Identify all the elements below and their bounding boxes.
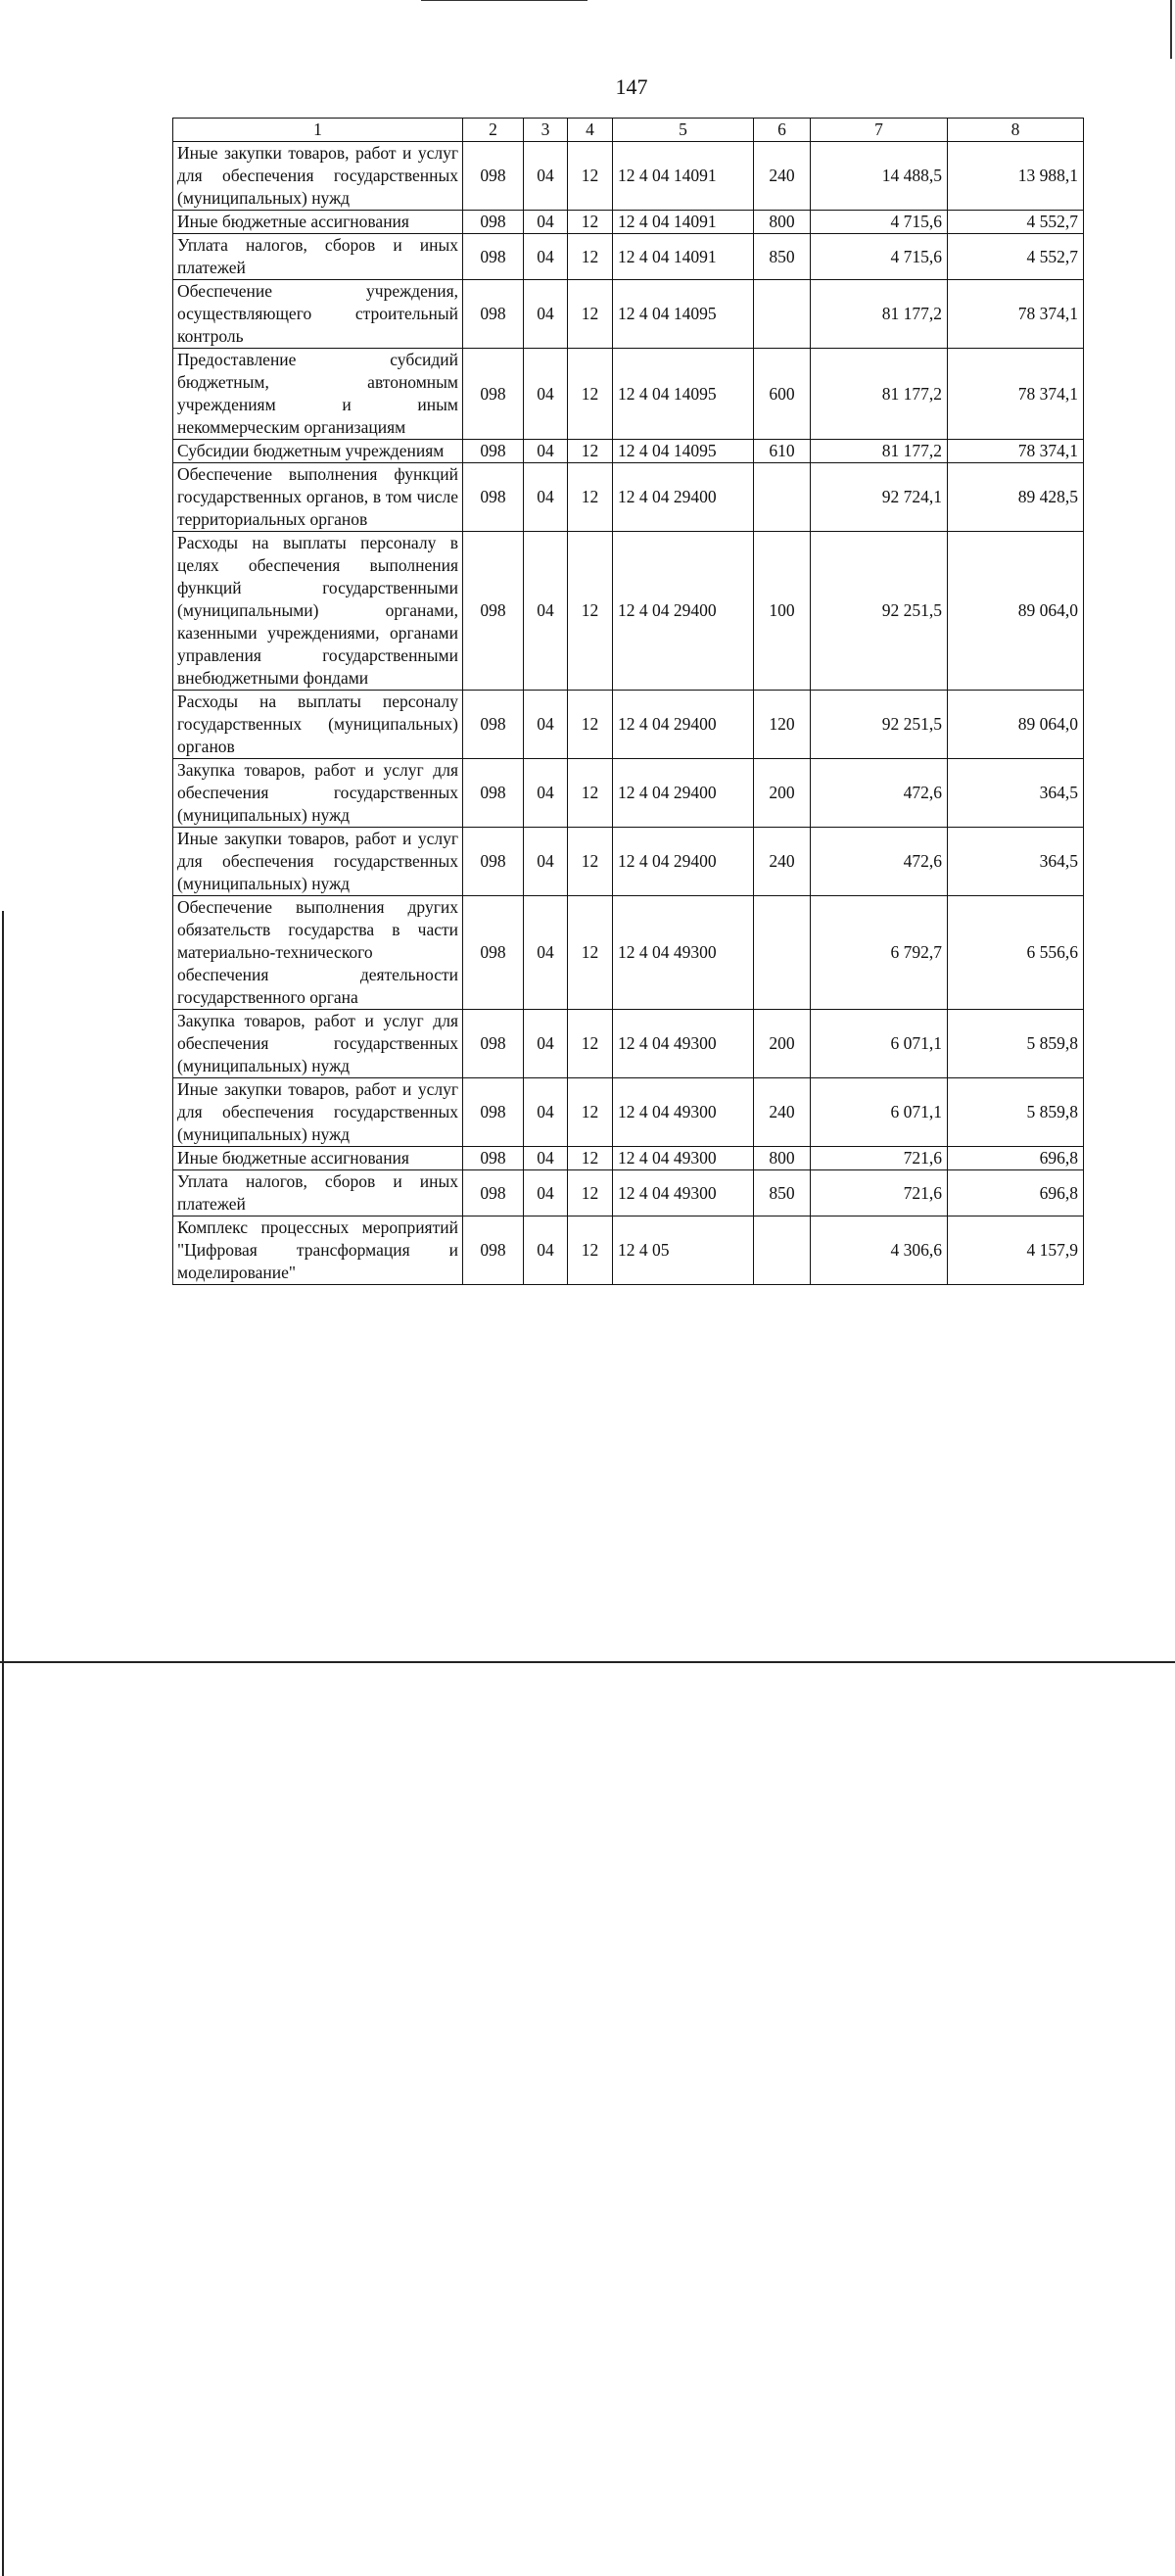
subsection-code: 12 (568, 234, 613, 280)
expense-type-code: 200 (754, 759, 811, 828)
ministry-code: 098 (463, 211, 524, 234)
subsection-code: 12 (568, 828, 613, 896)
column-header: 6 (754, 119, 811, 142)
amount-col7: 14 488,5 (811, 142, 948, 211)
table-row (173, 349, 1084, 440)
amount-col8: 6 556,6 (948, 896, 1084, 1010)
scan-bottom-border (0, 1661, 1175, 1663)
amount-col8: 78 374,1 (948, 280, 1084, 349)
budget-table (172, 118, 1084, 1285)
amount-col7: 472,6 (811, 759, 948, 828)
amount-col8: 4 552,7 (948, 211, 1084, 234)
target-article-code: 12 4 04 29400 (613, 828, 754, 896)
amount-col7: 92 251,5 (811, 691, 948, 759)
amount-col8: 89 064,0 (948, 532, 1084, 691)
subsection-code: 12 (568, 211, 613, 234)
target-article-code: 12 4 04 14091 (613, 142, 754, 211)
amount-col7: 81 177,2 (811, 349, 948, 440)
item-name: Обеспечение учреждения, осуществляющего строительный контроль (173, 280, 463, 349)
ministry-code: 098 (463, 1010, 524, 1078)
table-row (173, 211, 1084, 234)
section-code: 04 (524, 142, 568, 211)
page-number: 147 (615, 74, 648, 99)
subsection-code: 12 (568, 691, 613, 759)
subsection-code: 12 (568, 896, 613, 1010)
ministry-code: 098 (463, 691, 524, 759)
item-name: Иные бюджетные ассигнования (173, 211, 463, 234)
amount-col7: 6 071,1 (811, 1078, 948, 1147)
expense-type-code (754, 280, 811, 349)
expense-type-code: 120 (754, 691, 811, 759)
amount-col8: 696,8 (948, 1170, 1084, 1216)
amount-col7: 4 306,6 (811, 1216, 948, 1285)
item-name: Иные закупки товаров, работ и услуг для обеспечения государственных (муниципальных) нужд (173, 142, 463, 211)
table-row (173, 1010, 1084, 1078)
amount-col8: 78 374,1 (948, 440, 1084, 463)
target-article-code: 12 4 04 49300 (613, 896, 754, 1010)
expense-type-code: 240 (754, 142, 811, 211)
table-row (173, 280, 1084, 349)
item-name: Закупка товаров, работ и услуг для обеспечения государственных (муниципальных) нужд (173, 759, 463, 828)
amount-col8: 364,5 (948, 759, 1084, 828)
target-article-code: 12 4 04 14095 (613, 280, 754, 349)
section-code: 04 (524, 1010, 568, 1078)
column-header: 5 (613, 119, 754, 142)
subsection-code: 12 (568, 280, 613, 349)
amount-col7: 721,6 (811, 1147, 948, 1170)
expense-type-code: 600 (754, 349, 811, 440)
table-header-row (173, 119, 1084, 142)
table-row (173, 828, 1084, 896)
item-name: Обеспечение выполнения функций государственных органов, в том числе территориальных органов (173, 463, 463, 532)
section-code: 04 (524, 280, 568, 349)
ministry-code: 098 (463, 349, 524, 440)
amount-col8: 696,8 (948, 1147, 1084, 1170)
section-code: 04 (524, 349, 568, 440)
ministry-code: 098 (463, 1147, 524, 1170)
expense-type-code: 240 (754, 828, 811, 896)
expense-type-code: 240 (754, 1078, 811, 1147)
ministry-code: 098 (463, 142, 524, 211)
subsection-code: 12 (568, 532, 613, 691)
ministry-code: 098 (463, 759, 524, 828)
ministry-code: 098 (463, 234, 524, 280)
ministry-code: 098 (463, 896, 524, 1010)
amount-col8: 89 428,5 (948, 463, 1084, 532)
table-row (173, 1078, 1084, 1147)
section-code: 04 (524, 463, 568, 532)
table-row (173, 1147, 1084, 1170)
table-row (173, 440, 1084, 463)
scan-top-mark (421, 0, 588, 1)
table-row (173, 1216, 1084, 1285)
subsection-code: 12 (568, 349, 613, 440)
subsection-code: 12 (568, 1216, 613, 1285)
amount-col8: 13 988,1 (948, 142, 1084, 211)
target-article-code: 12 4 04 29400 (613, 691, 754, 759)
amount-col7: 4 715,6 (811, 211, 948, 234)
section-code: 04 (524, 1170, 568, 1216)
expense-type-code: 800 (754, 1147, 811, 1170)
table-row (173, 896, 1084, 1010)
item-name: Субсидии бюджетным учреждениям (173, 440, 463, 463)
section-code: 04 (524, 828, 568, 896)
target-article-code: 12 4 04 14091 (613, 211, 754, 234)
item-name: Предоставление субсидий бюджетным, автономным учреждениям и иным некоммерческим организациям (173, 349, 463, 440)
subsection-code: 12 (568, 1170, 613, 1216)
target-article-code: 12 4 04 49300 (613, 1010, 754, 1078)
ministry-code: 098 (463, 440, 524, 463)
ministry-code: 098 (463, 1216, 524, 1285)
amount-col8: 4 552,7 (948, 234, 1084, 280)
item-name: Расходы на выплаты персоналу в целях обеспечения выполнения функций государственными (муниципальными) органами, казенными учреждениями, органами управления государственными внебюджетными фондами (173, 532, 463, 691)
expense-type-code: 610 (754, 440, 811, 463)
amount-col7: 472,6 (811, 828, 948, 896)
table-row (173, 234, 1084, 280)
target-article-code: 12 4 04 14095 (613, 440, 754, 463)
item-name: Комплекс процессных мероприятий "Цифровая трансформация и моделирование" (173, 1216, 463, 1285)
section-code: 04 (524, 1147, 568, 1170)
column-header: 8 (948, 119, 1084, 142)
item-name: Уплата налогов, сборов и иных платежей (173, 234, 463, 280)
amount-col7: 6 792,7 (811, 896, 948, 1010)
table-row (173, 142, 1084, 211)
section-code: 04 (524, 234, 568, 280)
expense-type-code (754, 896, 811, 1010)
subsection-code: 12 (568, 759, 613, 828)
scan-left-border (2, 911, 4, 2576)
item-name: Обеспечение выполнения других обязательств государства в части материально-технического обеспечения деятельности государственного органа (173, 896, 463, 1010)
target-article-code: 12 4 05 (613, 1216, 754, 1285)
section-code: 04 (524, 896, 568, 1010)
ministry-code: 098 (463, 828, 524, 896)
item-name: Расходы на выплаты персоналу государственных (муниципальных) органов (173, 691, 463, 759)
amount-col7: 81 177,2 (811, 280, 948, 349)
section-code: 04 (524, 1078, 568, 1147)
section-code: 04 (524, 1216, 568, 1285)
section-code: 04 (524, 691, 568, 759)
column-header: 1 (173, 119, 463, 142)
amount-col7: 92 251,5 (811, 532, 948, 691)
ministry-code: 098 (463, 463, 524, 532)
expense-type-code: 850 (754, 1170, 811, 1216)
amount-col8: 4 157,9 (948, 1216, 1084, 1285)
ministry-code: 098 (463, 1078, 524, 1147)
table-row (173, 532, 1084, 691)
amount-col8: 364,5 (948, 828, 1084, 896)
amount-col8: 5 859,8 (948, 1078, 1084, 1147)
table-row (173, 1170, 1084, 1216)
subsection-code: 12 (568, 1147, 613, 1170)
item-name: Иные бюджетные ассигнования (173, 1147, 463, 1170)
ministry-code: 098 (463, 532, 524, 691)
target-article-code: 12 4 04 29400 (613, 463, 754, 532)
subsection-code: 12 (568, 440, 613, 463)
amount-col7: 92 724,1 (811, 463, 948, 532)
subsection-code: 12 (568, 1078, 613, 1147)
column-header: 2 (463, 119, 524, 142)
amount-col7: 81 177,2 (811, 440, 948, 463)
expense-type-code (754, 463, 811, 532)
target-article-code: 12 4 04 29400 (613, 759, 754, 828)
column-header: 3 (524, 119, 568, 142)
ministry-code: 098 (463, 280, 524, 349)
expense-type-code: 100 (754, 532, 811, 691)
expense-type-code: 850 (754, 234, 811, 280)
section-code: 04 (524, 211, 568, 234)
table-row (173, 691, 1084, 759)
target-article-code: 12 4 04 14095 (613, 349, 754, 440)
expense-type-code: 800 (754, 211, 811, 234)
amount-col7: 721,6 (811, 1170, 948, 1216)
amount-col8: 5 859,8 (948, 1010, 1084, 1078)
amount-col8: 78 374,1 (948, 349, 1084, 440)
section-code: 04 (524, 440, 568, 463)
target-article-code: 12 4 04 49300 (613, 1170, 754, 1216)
column-header: 4 (568, 119, 613, 142)
expense-type-code (754, 1216, 811, 1285)
section-code: 04 (524, 759, 568, 828)
target-article-code: 12 4 04 29400 (613, 532, 754, 691)
table-row (173, 463, 1084, 532)
subsection-code: 12 (568, 1010, 613, 1078)
amount-col7: 4 715,6 (811, 234, 948, 280)
table-row (173, 759, 1084, 828)
item-name: Уплата налогов, сборов и иных платежей (173, 1170, 463, 1216)
subsection-code: 12 (568, 463, 613, 532)
target-article-code: 12 4 04 49300 (613, 1078, 754, 1147)
scan-right-mark (1170, 0, 1172, 59)
amount-col7: 6 071,1 (811, 1010, 948, 1078)
item-name: Иные закупки товаров, работ и услуг для обеспечения государственных (муниципальных) нужд (173, 828, 463, 896)
item-name: Иные закупки товаров, работ и услуг для обеспечения государственных (муниципальных) нужд (173, 1078, 463, 1147)
section-code: 04 (524, 532, 568, 691)
amount-col8: 89 064,0 (948, 691, 1084, 759)
expense-type-code: 200 (754, 1010, 811, 1078)
target-article-code: 12 4 04 49300 (613, 1147, 754, 1170)
target-article-code: 12 4 04 14091 (613, 234, 754, 280)
item-name: Закупка товаров, работ и услуг для обеспечения государственных (муниципальных) нужд (173, 1010, 463, 1078)
ministry-code: 098 (463, 1170, 524, 1216)
column-header: 7 (811, 119, 948, 142)
subsection-code: 12 (568, 142, 613, 211)
